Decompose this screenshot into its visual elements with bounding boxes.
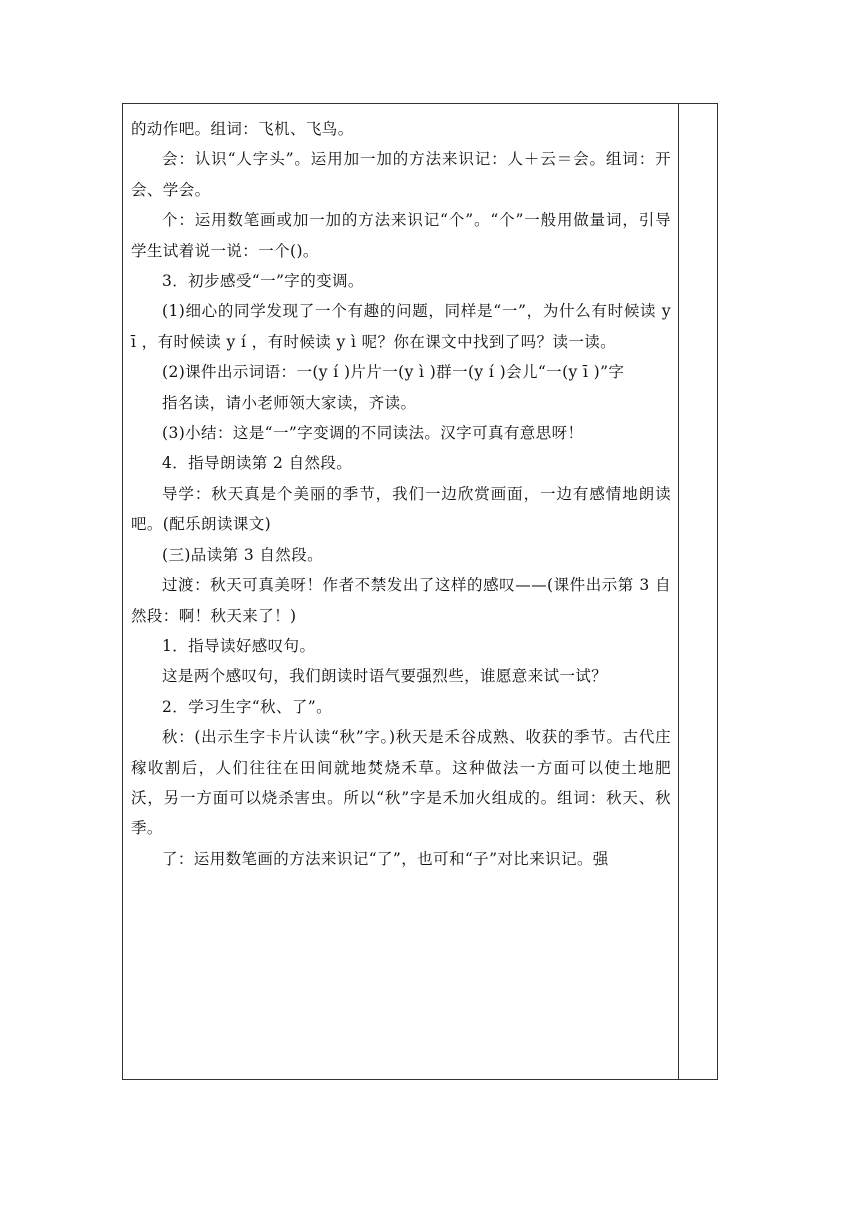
paragraph: 的动作吧。组词：飞机、飞鸟。: [131, 120, 354, 138]
paragraph: 这是两个感叹句，我们朗读时语气要强烈些，谁愿意来试一试？: [162, 667, 608, 686]
paragraph: (2)课件出示词语：一(y í )片片一(y ì )群一(y í )会儿“一(y ī )”字: [162, 363, 625, 382]
paragraph: 2．学习生字“秋、了”。: [162, 697, 333, 716]
paragraph: 过渡：秋天可真美呀！作者不禁发出了这样的感叹——(课件出示第 3 自然段：啊！秋天来了！): [131, 576, 671, 625]
paragraph: (3)小结：这是“一”字变调的不同读法。汉字可真有意思呀！: [162, 424, 584, 443]
paragraph: (1)细心的同学发现了一个有趣的问题，同样是“一”，为什么有时候读 y ī ，有时候读 y í ，有时候读 y ì 呢？你在课文中找到了吗？读一读。: [131, 302, 671, 351]
lesson-table: [122, 103, 718, 1080]
paragraph: 指名读，请小老师领大家读，齐读。: [162, 393, 417, 412]
paragraph: 1．指导读好感叹句。: [162, 636, 316, 655]
paragraph: 导学：秋天真是个美丽的季节，我们一边欣赏画面，一边有感情地朗读吧。(配乐朗读课文): [131, 484, 671, 534]
lesson-content-cell: [131, 114, 671, 874]
paragraph: 个：运用数笔画或加一加的方法来识记“个”。“个”一般用做量词，引导学生试着说一说：一个()。: [131, 211, 671, 260]
paragraph: 秋：(出示生字卡片认读“秋”字。)秋天是禾谷成熟、收获的季节。古代庄稼收割后，人们往往在田间就地焚烧禾草。这种做法一方面可以使土地肥沃，另一方面可以烧杀害虫。所以“秋”字是禾加火组成的。组词：秋天、秋季。: [131, 728, 671, 838]
paragraph: (三)品读第 3 自然段。: [162, 545, 324, 564]
paragraph: 了：运用数笔画的方法来识记“了”，也可和“子”对比来识记。强: [162, 849, 609, 868]
paragraph: 4．指导朗读第 2 自然段。: [162, 454, 353, 473]
paragraph: 3．初步感受“一”字的变调。: [162, 272, 364, 291]
notes-column-cell: [679, 104, 717, 1079]
paragraph: 会：认识“人字头”。运用加一加的方法来识记：人＋云＝会。组词：开会、学会。: [131, 150, 671, 199]
